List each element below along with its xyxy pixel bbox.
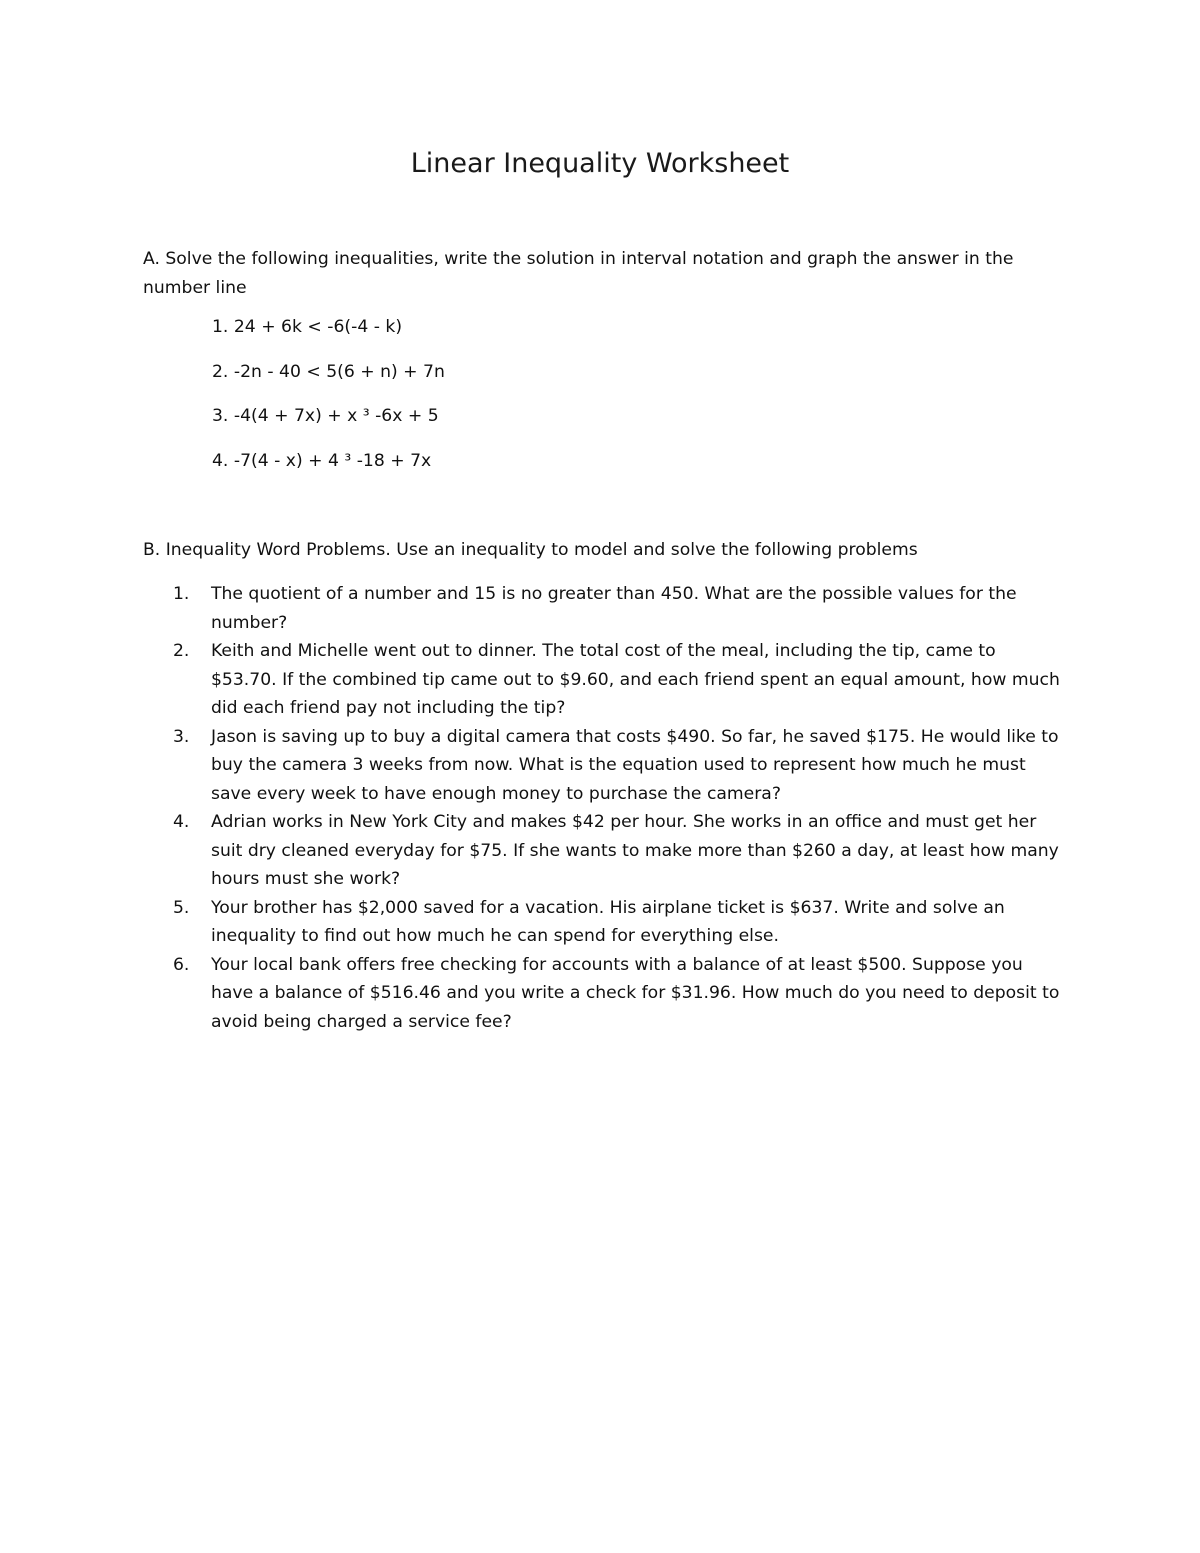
word-problem-text: Your local bank offers free checking for accounts with a balance of at least $500. Suppose you have a balance of $516.46 and you write a check for $31.96. How much do you need to deposit to avoid being charged a service fee? <box>211 954 1060 1032</box>
word-problem-text: Adrian works in New York City and makes $42 per hour. She works in an office and must get her suit dry cleaned everyday for $75. If she wants to make more than $260 a day, at least how many hours must she work? <box>211 812 1059 889</box>
word-problem-number: 1. <box>173 584 190 604</box>
word-problem-2 <box>143 637 1063 723</box>
inequality-list <box>212 315 445 493</box>
word-problem-text: Keith and Michelle went out to dinner. The total cost of the meal, including the tip, came to $53.70. If the combined tip came out to $9.60, and each friend spent an equal amount, how much did each friend pay not including the tip? <box>211 641 1060 718</box>
word-problem-text: Jason is saving up to buy a digital camera that costs $490. So far, he saved $175. He would like to buy the camera 3 weeks from now. What is the equation used to represent how much he must save every week to have enough money to purchase the camera? <box>211 726 1059 804</box>
word-problem-text: The quotient of a number and 15 is no greater than 450. What are the possible values for the number? <box>211 584 1017 633</box>
inequality-item-3: 3. -4(4 + 7x) + x ³ -6x + 5 <box>212 406 439 426</box>
word-problem-5 <box>143 894 1063 951</box>
inequality-item-2: 2. -2n - 40 < 5(6 + n) + 7n <box>212 361 445 382</box>
word-problem-number: 3. <box>173 726 190 747</box>
word-problem-text: Your brother has $2,000 saved for a vacation. His airplane ticket is $637. Write and solve an inequality to find out how much he can spend for everything else. <box>211 897 1005 946</box>
word-problem-number: 4. <box>173 812 190 832</box>
word-problem-number: 2. <box>173 641 190 661</box>
page-title: Linear Inequality Worksheet <box>410 148 790 179</box>
word-problem-6 <box>143 951 1063 1037</box>
word-problem-4 <box>143 808 1063 894</box>
inequality-item-1: 1. 24 + 6k < -6(-4 - k) <box>212 317 403 337</box>
word-problem-number: 5. <box>173 897 190 918</box>
word-problem-list <box>143 580 1063 1036</box>
inequality-item-4: 4. -7(4 - x) + 4 ³ -18 + 7x <box>212 450 432 471</box>
word-problem-number: 6. <box>173 954 190 975</box>
word-problem-1 <box>143 580 1063 637</box>
word-problem-3 <box>143 723 1063 809</box>
section-b-instructions: B. Inequality Word Problems. Use an inequality to model and solve the following problems <box>143 540 918 560</box>
section-a-instructions: A. Solve the following inequalities, write the solution in interval notation and graph the answer in the number line <box>143 249 1014 298</box>
